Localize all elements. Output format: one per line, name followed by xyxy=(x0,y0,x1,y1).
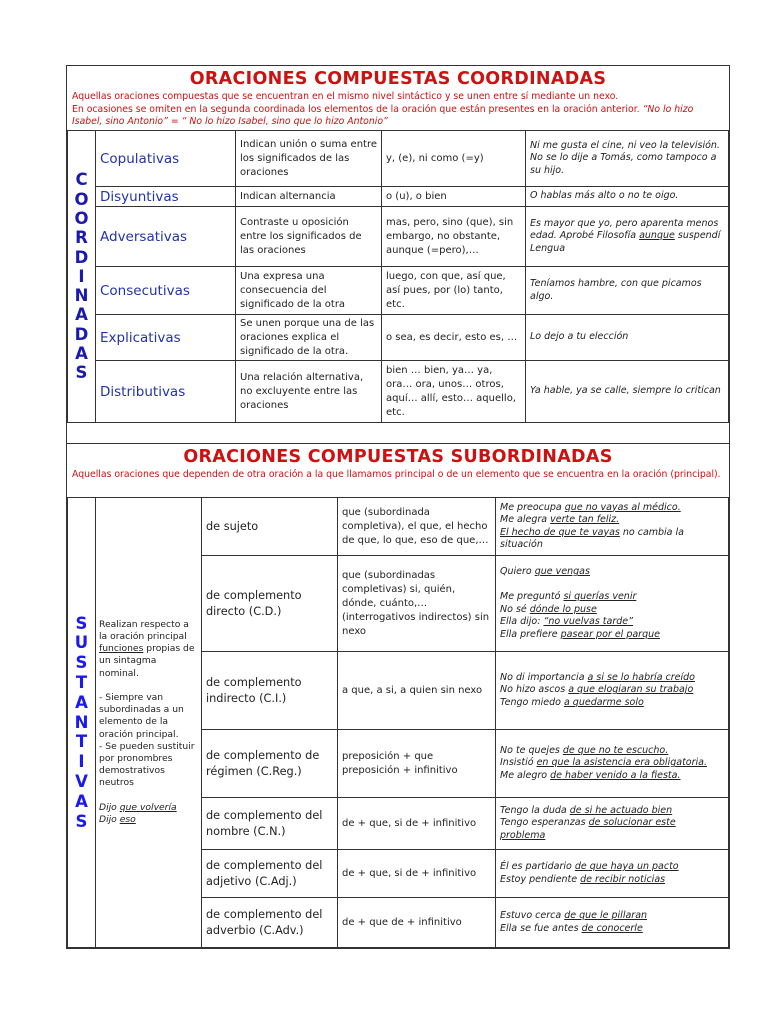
letter: N xyxy=(74,712,89,732)
coord-example-1: Es mayor que yo, pero aparenta menos edad. xyxy=(530,217,719,242)
subord-header xyxy=(67,444,729,497)
example-underlined: en que la asistencia era obligatoria. xyxy=(536,757,707,769)
subord-example xyxy=(496,850,729,898)
coord-desc: Una expresa una consecuencia del significado de la otra xyxy=(236,267,382,315)
example-underlined: de que haya un pacto xyxy=(574,861,679,872)
coord-nexos: y, (e), ni como (=y) xyxy=(382,131,526,187)
coord-intro-line1: Aquellas oraciones compuestas que se encuentran en el mismo nivel sintáctico y se unen entre sí mediante un nexo. xyxy=(72,91,619,102)
letter: C xyxy=(75,170,88,190)
subord-nexos: preposición + que preposición + infinitivo xyxy=(338,730,496,798)
subord-function: de complemento de régimen (C.Reg.) xyxy=(202,730,338,798)
example-text: Estuvo cerca xyxy=(500,910,565,921)
example-text: Ella dijo: xyxy=(500,616,544,627)
letter: V xyxy=(75,771,88,791)
coord-row xyxy=(68,267,729,315)
subord-table xyxy=(67,497,729,948)
letter: A xyxy=(75,344,88,364)
subord-vertical-label xyxy=(68,498,96,948)
subord-example xyxy=(496,652,729,730)
coord-title: ORACIONES COMPUESTAS COORDINADAS xyxy=(189,69,607,89)
subord-function: de complemento del adverbio (C.Adv.) xyxy=(202,898,338,948)
subord-intro: Aquellas oraciones que dependen de otra oración a la que llamamos principal o de un elemento que se encuentra en la oración (principal). xyxy=(72,469,721,480)
subord-title: ORACIONES COMPUESTAS SUBORDINADAS xyxy=(183,447,613,467)
coord-desc: Contraste u oposición entre los significados de las oraciones xyxy=(236,207,382,267)
letter: T xyxy=(75,732,88,752)
coord-example-2b: suspendí Lengua xyxy=(530,230,721,254)
letter: A xyxy=(75,692,88,712)
example-underlined: de si he actuado bien xyxy=(569,804,673,816)
subord-function: de complemento del nombre (C.N.) xyxy=(202,798,338,850)
example-text: Me alegra xyxy=(500,514,551,525)
coord-nexos: o sea, es decir, esto es, … xyxy=(382,315,526,361)
coord-example: Teníamos hambre, con que picamos algo. xyxy=(526,267,729,315)
example-underlined: verte tan feliz. xyxy=(550,514,620,525)
coord-intro-line2: En ocasiones se omiten en la segunda coordinada los elementos de la oración que están presentes en la oración anterior. xyxy=(72,103,640,115)
coord-row xyxy=(68,131,729,187)
coord-row xyxy=(68,315,729,361)
coord-nexos: mas, pero, sino (que), sin embargo, no obstante, aunque (=pero),… xyxy=(382,207,526,267)
document-page xyxy=(66,65,730,949)
coord-intro-example: “No lo hizo Isabel, sino Antonio” = “ No lo hizo Isabel, sino que lo hizo Antonio” xyxy=(72,103,694,127)
example-underlined: “no vuelvas tarde” xyxy=(543,616,634,627)
subord-nexos: de + que, si de + infinitivo xyxy=(338,798,496,850)
letter: A xyxy=(75,305,88,325)
example-text: Él es partidario xyxy=(500,861,575,872)
coord-example: O hablas más alto o no te oigo. xyxy=(526,187,729,207)
example-underlined: de que no te escucho. xyxy=(562,744,669,756)
coord-desc: Una relación alternativa, no excluyente entre las oraciones xyxy=(236,361,382,423)
subord-function: de sujeto xyxy=(202,498,338,556)
desc-example: Dijo xyxy=(99,814,120,826)
letter: S xyxy=(75,811,88,831)
coord-desc: Indican unión o suma entre los significados de las oraciones xyxy=(236,131,382,187)
subord-row xyxy=(68,498,729,556)
coord-intro xyxy=(67,89,729,129)
subord-example xyxy=(496,730,729,798)
subord-nexos: que (subordinadas completivas) si, quién, dónde, cuánto,… (interrogativos indirectos) sin nexo xyxy=(338,556,496,652)
desc-example-underlined: que volvería xyxy=(119,801,177,813)
example-underlined: de conocerle xyxy=(581,922,643,934)
letter: R xyxy=(75,228,88,248)
coord-example: Ni me gusta el cine, ni veo la televisión. No se lo dije a Tomás, como tampoco a su hijo. xyxy=(526,131,729,187)
coord-example-2a: Aprobé Filosofía xyxy=(559,230,640,242)
subord-nexos: que (subordinada completiva), el que, el hecho de que, lo que, eso de que,… xyxy=(338,498,496,556)
letter: T xyxy=(75,673,88,692)
coord-nexos: luego, con que, así que, así pues, por (lo) tanto, etc. xyxy=(382,267,526,315)
subord-example xyxy=(496,498,729,556)
example-underlined: dónde lo puse xyxy=(529,603,597,615)
letter: D xyxy=(74,247,89,267)
example-text: Insistió xyxy=(500,757,537,769)
example-underlined: de haber venido a la fiesta. xyxy=(550,769,681,781)
example-text: Ella prefiere xyxy=(500,628,561,640)
example-underlined: a que elogiaran su trabajo xyxy=(568,684,694,696)
example-text: Tengo la duda xyxy=(500,804,570,816)
subord-function: de complemento directo (C.D.) xyxy=(202,556,338,652)
example-underlined: que no vayas al médico. xyxy=(564,501,681,513)
letter: S xyxy=(75,363,88,383)
coord-type: Disyuntivas xyxy=(96,187,236,207)
letter: O xyxy=(74,189,89,209)
example-text: Tengo esperanzas xyxy=(500,817,589,829)
example-text: Me preguntó xyxy=(500,591,564,602)
example-text: No te quejes xyxy=(500,744,563,756)
coord-example-2u: aunque xyxy=(639,230,675,242)
coord-nexos: o (u), o bien xyxy=(382,187,526,207)
example-underlined: pasear por el parque xyxy=(560,628,660,640)
example-underlined: que vengas xyxy=(534,566,590,577)
letter: N xyxy=(74,286,89,306)
example-text: Ella se fue antes xyxy=(500,922,582,934)
coord-type: Consecutivas xyxy=(96,267,236,315)
section-gap xyxy=(67,423,729,444)
desc-text: - Se pueden sustituir por pronombres demostrativos neutros xyxy=(99,740,195,789)
coord-table xyxy=(67,130,729,423)
example-underlined: de que le pillaran xyxy=(564,910,648,921)
coord-row xyxy=(68,187,729,207)
letter: U xyxy=(74,633,89,653)
letter: I xyxy=(78,266,85,286)
example-underlined: si querías venir xyxy=(563,591,637,602)
example-text: No sé xyxy=(500,603,530,615)
example-underlined: de recibir noticias xyxy=(580,873,666,885)
letter: O xyxy=(74,208,89,228)
coord-example xyxy=(526,207,729,267)
coord-type: Distributivas xyxy=(96,361,236,423)
letter: S xyxy=(75,613,88,633)
coord-nexos: bien … bien, ya… ya, ora… ora, unos… otros, aquí… allí, esto… aquello, etc. xyxy=(382,361,526,423)
desc-text: propias de un sintagma nominal. xyxy=(99,643,195,679)
subord-description xyxy=(96,498,202,948)
subord-nexos: de + que de + infinitivo xyxy=(338,898,496,948)
subord-example xyxy=(496,556,729,652)
letter: S xyxy=(75,653,88,673)
example-text: No hizo ascos xyxy=(500,684,569,696)
desc-example: Dijo xyxy=(99,801,120,813)
desc-underlined: funciones xyxy=(99,643,144,655)
letter: D xyxy=(74,324,89,344)
example-underlined: a si se lo habría creído xyxy=(587,671,695,683)
desc-text: Realizan respecto a la oración principal xyxy=(99,618,189,642)
coord-example: Lo dejo a tu elección xyxy=(526,315,729,361)
desc-example-underlined: eso xyxy=(119,814,136,826)
example-underlined: de solucionar este problema xyxy=(500,817,676,841)
coord-desc: Indican alternancia xyxy=(236,187,382,207)
example-text: Me alegro xyxy=(500,769,551,781)
example-text: No di importancia xyxy=(500,671,588,683)
subord-function: de complemento del adjetivo (C.Adj.) xyxy=(202,850,338,898)
coord-desc: Se unen porque una de las oraciones explica el significado de la otra. xyxy=(236,315,382,361)
example-text: no cambia la situación xyxy=(500,526,684,550)
subord-nexos: a que, a si, a quien sin nexo xyxy=(338,652,496,730)
coord-example: Ya hable, ya se calle, siempre lo critican xyxy=(526,361,729,423)
example-underlined: a quedarme solo xyxy=(563,696,644,708)
coord-type: Copulativas xyxy=(96,131,236,187)
desc-text: - Siempre van subordinadas a un elemento de la oración principal. xyxy=(99,691,184,740)
coord-type: Explicativas xyxy=(96,315,236,361)
coord-vertical-label xyxy=(68,131,96,423)
example-text: Tengo miedo xyxy=(500,696,564,708)
subord-example xyxy=(496,898,729,948)
coord-row xyxy=(68,361,729,423)
coord-header xyxy=(67,66,729,130)
example-text: Quiero xyxy=(500,566,535,577)
subord-nexos: de + que, si de + infinitivo xyxy=(338,850,496,898)
subord-example xyxy=(496,798,729,850)
subord-function: de complemento indirecto (C.I.) xyxy=(202,652,338,730)
example-underlined: El hecho de que te vayas xyxy=(500,526,620,538)
example-text: Me preocupa xyxy=(500,501,565,513)
letter: A xyxy=(75,791,88,811)
coord-row xyxy=(68,207,729,267)
example-text: Estoy pendiente xyxy=(500,873,581,885)
coord-type: Adversativas xyxy=(96,207,236,267)
letter: I xyxy=(78,752,85,772)
